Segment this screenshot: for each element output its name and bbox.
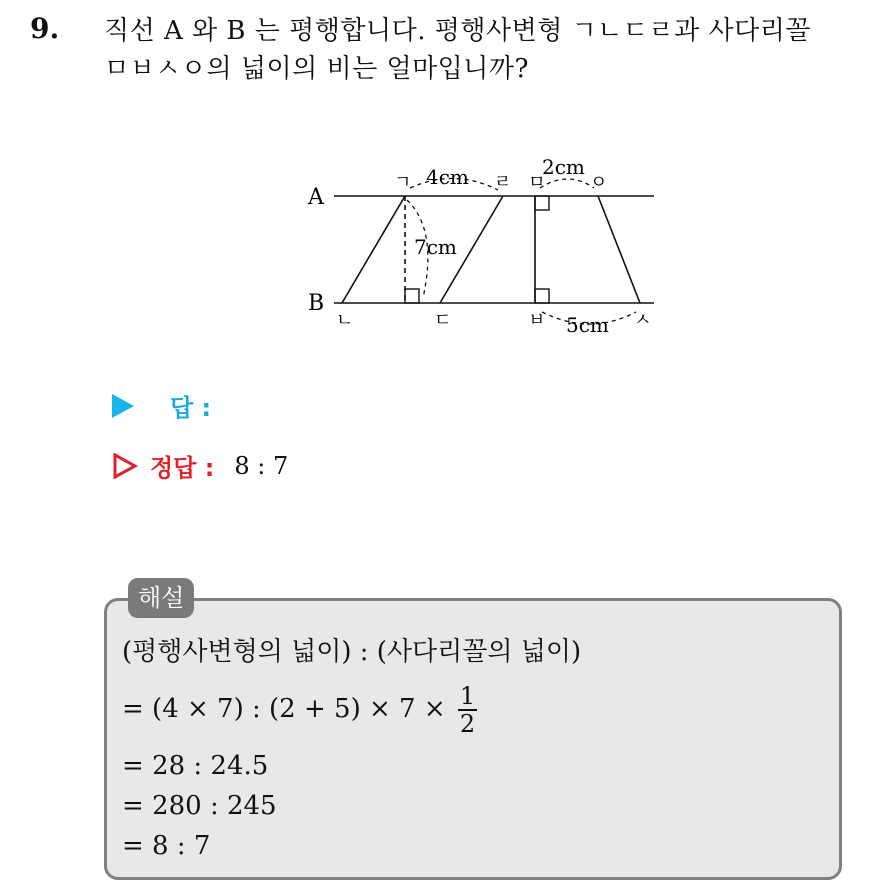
answer-label: 답 : xyxy=(170,394,212,422)
question-text xyxy=(104,12,864,88)
solution-line-1: (평행사변형의 넓이) : (사다리꼴의 넓이) xyxy=(122,637,582,667)
arc-2cm xyxy=(540,179,594,188)
length-2cm: 2cm xyxy=(542,155,585,179)
solution-tag: 해설 xyxy=(128,578,194,618)
line-a-label: A xyxy=(308,185,324,210)
length-5cm: 5cm xyxy=(566,313,609,337)
vertex-r: ㄹ xyxy=(494,172,512,193)
outline-triangle-icon xyxy=(112,453,138,479)
vertex-s: ㅅ xyxy=(634,310,652,331)
solution-line-5: = 8 : 7 xyxy=(122,831,211,861)
question-line-1: 직선 A 와 B 는 평행합니다. 평행사변형 ㄱㄴㄷㄹ과 사다리꼴 xyxy=(104,16,811,46)
correct-answer-value: 8 : 7 xyxy=(234,451,289,480)
right-angle-mark-top xyxy=(535,196,549,210)
geometry-figure xyxy=(290,150,670,340)
length-7cm: 7cm xyxy=(414,235,457,259)
fraction-denominator: 2 xyxy=(459,710,476,738)
trapezoid-right-side xyxy=(598,196,640,303)
question-line-2: ㅁㅂㅅㅇ의 넓이의 비는 얼마입니까? xyxy=(104,54,529,84)
solution-line-2 xyxy=(122,672,581,746)
solution-line-2-main: = (4 × 7) : (2 + 5) × 7 × xyxy=(122,694,446,724)
correct-answer-label: 정답 : xyxy=(150,454,215,482)
fraction-numerator: 1 xyxy=(459,682,476,710)
filled-triangle-icon xyxy=(112,394,134,418)
right-angle-mark-parallelogram xyxy=(405,289,419,303)
vertex-n: ㄴ xyxy=(336,310,354,331)
parallelogram-left-side xyxy=(342,196,405,303)
fraction-one-half xyxy=(458,683,477,737)
correct-answer-row xyxy=(112,448,288,483)
solution-body xyxy=(122,632,581,866)
question-number: 9. xyxy=(30,12,60,45)
vertex-g: ㄱ xyxy=(394,172,412,193)
vertex-m: ㅁ xyxy=(528,172,546,193)
line-b-label: B xyxy=(308,291,325,316)
vertex-d: ㄷ xyxy=(434,310,452,331)
length-4cm: 4cm xyxy=(426,165,469,189)
solution-line-4: = 280 : 245 xyxy=(122,791,277,821)
solution-line-3: = 28 : 24.5 xyxy=(122,751,269,781)
answer-row xyxy=(112,388,211,423)
right-angle-mark-bottom xyxy=(535,289,549,303)
vertex-o: ㅇ xyxy=(590,172,608,193)
vertex-b: ㅂ xyxy=(528,310,546,331)
